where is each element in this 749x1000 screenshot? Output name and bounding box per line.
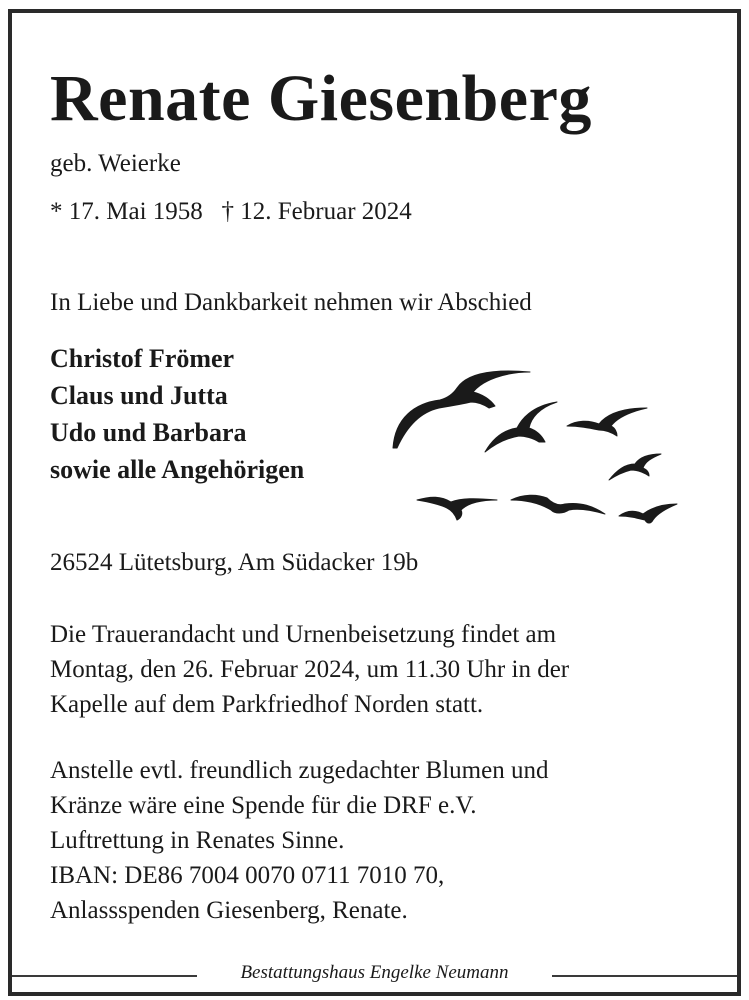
ceremony-text [50,617,569,722]
donation-line: IBAN: DE86 7004 0070 0711 7010 70, [50,862,445,889]
life-dates: * 17. Mai 1958 † 12. Februar 2024 [50,198,412,225]
mourner-item: Udo und Barbara [50,418,247,447]
maiden-name: geb. Weierke [50,150,181,177]
ceremony-line: Kapelle auf dem Parkfriedhof Norden statt. [50,691,484,718]
donation-text [50,753,548,928]
ceremony-line: Die Trauerandacht und Urnenbeisetzung findet am [50,621,557,648]
donation-line: Anlassspenden Giesenberg, Renate. [50,897,408,924]
donation-line: Kränze wäre eine Spende für die DRF e.V. [50,792,477,819]
address-line: 26524 Lütetsburg, Am Südacker 19b [50,549,419,576]
mourner-item: sowie alle Angehörigen [50,455,305,484]
mourner-item: Claus und Jutta [50,381,228,410]
mourners-list [50,340,304,488]
funeral-home-name: Bestattungshaus Engelke Neumann [240,962,509,983]
donation-line: Anstelle evtl. freundlich zugedachter Blumen und [50,757,549,784]
farewell-text: In Liebe und Dankbarkeit nehmen wir Abschied [50,289,532,316]
donation-line: Luftrettung in Renates Sinne. [50,827,345,854]
mourner-item: Christof Frömer [50,344,235,373]
deceased-name: Renate Giesenberg [50,62,592,135]
ceremony-line: Montag, den 26. Februar 2024, um 11.30 Uhr in der [50,656,570,683]
flying-birds-icon [385,358,685,528]
